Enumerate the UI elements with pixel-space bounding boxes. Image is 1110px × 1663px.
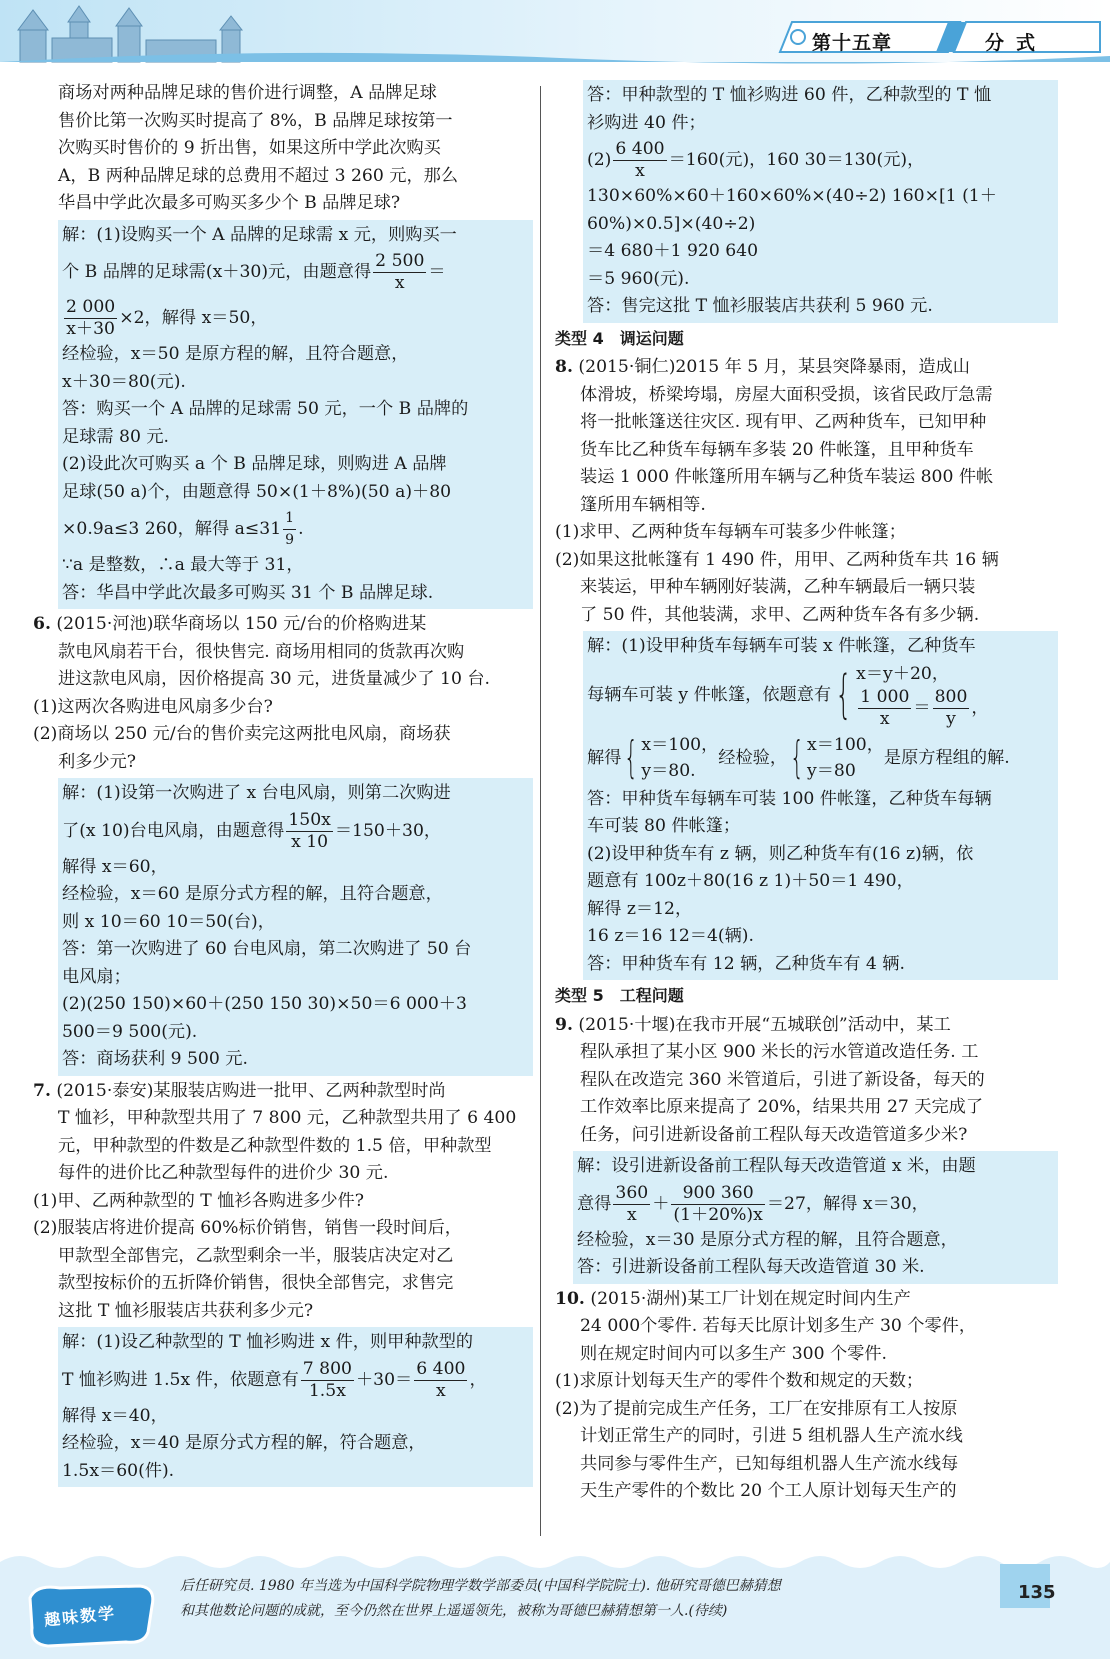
numerator: 7 800 <box>302 1358 352 1379</box>
denominator: y <box>946 708 956 729</box>
text-run: . <box>298 519 304 539</box>
header-banner <box>0 0 1110 72</box>
text-line: 解：(1)设第一次购进了 x 台电风扇，则第二次购进 <box>62 783 451 803</box>
q6-solution <box>58 778 533 1076</box>
brace: { <box>624 732 639 783</box>
text-line: (2)如果这批帐篷有 1 490 件，用甲、乙两种货车共 16 辆 <box>555 549 999 570</box>
text-line: (1)这两次各购进电风扇多少台? <box>33 696 273 717</box>
denominator: x <box>435 1380 446 1401</box>
text-line: (2)服装店将进价提高 60%标价销售，销售一段时间后， <box>33 1218 462 1238</box>
text-line: 130×60%×60＋160×60%×(40÷2) 160×[1 (1＋ <box>587 186 997 206</box>
question-number: 6. <box>33 614 51 634</box>
q5-solution <box>58 220 533 610</box>
q8-sub-cont <box>555 574 1058 629</box>
text-line: 16 z＝16 12＝4(辆). <box>587 926 754 946</box>
brace: { <box>790 732 805 783</box>
text-line: 经检验，x＝50 是原方程的解，且符合题意， <box>62 344 409 364</box>
text-line: 售价比第一次购买时提高了 8%，B 品牌足球按第一 <box>58 110 453 131</box>
system-lines <box>856 661 988 730</box>
text-line: 将一批帐篷送往灾区. 现有甲、乙两种货车，已知甲种 <box>580 412 987 432</box>
text-line: 天生产零件的个数比 20 个工人原计划每天生产的 <box>580 1481 957 1501</box>
text-line: 则在规定时间内可以多生产 300 个零件. <box>580 1343 888 1364</box>
denominator: 9 <box>285 532 295 548</box>
text-line: 甲款型全部售完，乙款型剩余一半，服装店决定对乙 <box>58 1245 454 1266</box>
equation-line <box>62 506 529 552</box>
q9-text <box>555 1039 1058 1149</box>
text-line: 衫购进 40 件； <box>587 112 706 133</box>
question-number: 7. <box>33 1080 51 1101</box>
system-lines <box>807 732 884 784</box>
text-line: 解：(1)设乙种款型的 T 恤衫购进 x 件，则甲种款型的 <box>62 1332 474 1352</box>
text-line: 工作效率比原来提高了 20%，结果共用 27 天完成了 <box>580 1097 984 1117</box>
text-line: (1)求原计划每天生产的零件个数和规定的天数； <box>555 1371 924 1391</box>
chapter-label: 第十五章 <box>812 32 893 54</box>
q10-line <box>555 1286 1058 1314</box>
system-line: x＝y＋20， <box>856 663 950 684</box>
text-line: 答：华昌中学此次最多可购买 31 个 B 品牌足球. <box>62 582 434 603</box>
equation-line <box>587 730 1054 786</box>
text-run: (2015·十堰)在我市开展“五城联创”活动中，某工 <box>578 1014 951 1035</box>
logo-text: 趣味数学 <box>43 1603 117 1630</box>
denominator: x 10 <box>291 831 329 852</box>
footnote-line: 和其他数论问题的成就，至今仍然在世界上遥遥领先，被称为哥德巴赫猜想第一人.(待续) <box>180 1603 728 1619</box>
numerator: 900 360 <box>671 1183 764 1205</box>
text-line: 答：甲种货车有 12 辆，乙种货车有 4 辆. <box>587 953 905 974</box>
q8-text <box>555 382 1058 520</box>
text-run: T 恤衫购进 1.5x 件，依题意有 <box>62 1369 299 1390</box>
q7-solution <box>58 1327 533 1487</box>
text-line: (1)求甲、乙两种货车每辆车可装多少件帐篷； <box>555 522 906 542</box>
fraction <box>64 297 117 340</box>
text-run: 每辆车可装 y 件帐篷，依题意有 <box>587 684 832 705</box>
system-line: x＝100， <box>641 735 719 755</box>
text-line: 计划正常生产的同时，引进 5 组机器人生产流水线 <box>580 1426 963 1446</box>
numerator: 360 <box>615 1182 649 1203</box>
text-run: 是原方程组的解. <box>883 747 1010 768</box>
q7-line <box>33 1078 533 1106</box>
text-line: (2)设此次可购买 a 个 B 品牌足球，则购进 A 品牌 <box>62 454 447 474</box>
text-run: ， <box>469 1369 487 1390</box>
footnote <box>180 1574 980 1624</box>
text-line: 足球(50 a)个，由题意得 50×(1＋8%)(50 a)＋80 <box>62 481 452 502</box>
text-line: 车可装 80 件帐篷； <box>587 816 741 836</box>
text-line: ＝4 680＋1 920 640 <box>587 241 759 261</box>
denominator: x＋30 <box>66 319 115 339</box>
q9-line <box>555 1012 1058 1040</box>
numerator: 2 000 <box>66 297 116 317</box>
text-line: 每件的进价比乙种款型每件的进价少 30 元. <box>58 1163 389 1183</box>
denominator: x <box>394 273 405 293</box>
text-run: ， <box>971 697 989 718</box>
q10-text <box>555 1313 1058 1368</box>
denominator: (1＋20%)x <box>673 1204 763 1225</box>
numerator: 2 500 <box>375 251 425 271</box>
text-line: (2)为了提前完成生产任务，工厂在安排原有工人按原 <box>555 1398 958 1419</box>
q10-sub-cont <box>555 1423 1058 1506</box>
type5-heading: 类型 5 工程问题 <box>555 986 684 1005</box>
system-line: x＝100， <box>807 735 884 755</box>
fraction <box>613 139 666 182</box>
text-run: (2015·泰安)某服装店购进一批甲、乙两种款型时尚 <box>56 1080 446 1101</box>
q9-solution <box>573 1151 1058 1284</box>
text-line: 元，甲种款型的件数是乙种款型件数的 1.5 倍，甲种款型 <box>58 1135 492 1156</box>
fraction <box>933 687 970 730</box>
equation-line <box>587 661 1054 730</box>
text-run: (2015·铜仁)2015 年 5 月，某县突降暴雨，造成山 <box>578 357 970 377</box>
q7-text <box>33 1105 533 1188</box>
type4-heading: 类型 4 调运问题 <box>555 328 684 348</box>
brace: { <box>835 665 852 725</box>
text-line: 程队在改造完 360 米管道后，引进了新设备，每天的 <box>580 1069 985 1090</box>
text-line: (2)(250 150)×60＋(250 150 30)×50＝6 000＋3 <box>62 994 467 1014</box>
right-column <box>555 80 1058 1506</box>
column-divider <box>540 86 541 1536</box>
question-number: 9. <box>555 1014 573 1035</box>
text-line: 利多少元? <box>58 751 136 772</box>
text-line: 500＝9 500(元). <box>62 1021 198 1042</box>
text-run: ＝150＋30， <box>334 820 442 841</box>
q7-solution-cont <box>583 80 1058 323</box>
text-line: 货车比乙种货车每辆车多装 20 件帐篷，且甲种货车 <box>580 439 974 460</box>
fraction <box>414 1359 467 1402</box>
text-line: 24 000个零件. 若每天比原计划多生产 30 个零件， <box>580 1316 977 1336</box>
text-run: 经检验， <box>718 747 788 768</box>
denominator: x <box>626 1204 637 1225</box>
text-run: 解得 <box>587 747 622 768</box>
equation-system <box>621 732 718 784</box>
text-line: 次购买时售价的 9 折出售，如果这所中学此次购买 <box>58 138 441 158</box>
equation-line <box>587 137 1054 183</box>
text-line: ∵a 是整数，∴a 最大等于 31， <box>62 555 304 575</box>
equation-line <box>62 808 529 854</box>
text-line: 答：第一次购进了 60 台电风扇，第二次购进了 50 台 <box>62 939 472 959</box>
text-line: 任务，问引进新设备前工程队每天改造管道多少米? <box>580 1124 968 1145</box>
topic-label: 分式 <box>985 32 1048 54</box>
q6-line <box>33 611 533 639</box>
fraction <box>283 508 296 551</box>
fraction <box>613 1183 650 1226</box>
fraction <box>301 1359 354 1402</box>
q8-line <box>555 354 1058 382</box>
text-line: 答：购买一个 A 品牌的足球需 50 元，一个 B 品牌的 <box>62 399 469 419</box>
system-line: y＝80 <box>807 761 856 781</box>
system-line: y＝80. <box>641 761 696 781</box>
left-column <box>33 80 533 1489</box>
equation-line <box>577 1181 1054 1227</box>
text-run: 意得 <box>577 1193 612 1214</box>
text-run: 个 B 品牌的足球需(x＋30)元，由题意得 <box>62 262 372 282</box>
text-line: 答：甲种货车每辆车可装 100 件帐篷，乙种货车每辆 <box>587 788 992 809</box>
text-line: 进这款电风扇，因价格提高 30 元，进货量减少了 10 台. <box>58 669 490 689</box>
text-line: 足球需 80 元. <box>62 426 170 447</box>
text-run: ×2，解得 x＝50， <box>119 308 268 328</box>
text-line: 60%)×0.5]×(40÷2) <box>587 213 756 234</box>
text-line: 了 50 件，其他装满，求甲、乙两种货车各有多少辆. <box>580 604 980 625</box>
text-run: (2) <box>587 150 612 170</box>
footnote-line: 后任研究员. 1980 年当选为中国科学院物理学数学部委员(中国科学院院士). 他研究哥德巴赫猜想 <box>180 1578 781 1594</box>
page-header <box>0 0 1110 72</box>
equation-line <box>62 295 529 341</box>
text-run: ＋30＝ <box>355 1369 413 1390</box>
text-run: (2015·湖州)某工厂计划在规定时间内生产 <box>590 1288 911 1309</box>
question-number: 8. <box>555 357 573 377</box>
system-lines <box>641 732 718 784</box>
text-line: 解：(1)设购买一个 A 品牌的足球需 x 元，则购买一 <box>62 224 457 245</box>
text-line: 经检验，x＝40 是原分式方程的解，符合题意， <box>62 1433 426 1453</box>
q5-tail <box>33 80 533 218</box>
text-line: 这批 T 恤衫服装店共获利多少元? <box>58 1300 314 1321</box>
text-line: 解得 x＝60， <box>62 856 168 877</box>
text-line: 答：商场获利 9 500 元. <box>62 1049 248 1069</box>
text-line: ＝5 960(元). <box>587 268 690 289</box>
numerator: 1 000 <box>860 686 910 707</box>
fraction <box>286 810 333 853</box>
text-line: 电风扇； <box>62 966 131 987</box>
text-line: 共同参与零件生产，已知每组机器人生产流水线每 <box>580 1453 959 1474</box>
text-line: 篷所用车辆相等. <box>580 494 706 515</box>
equation-line <box>62 249 529 295</box>
text-line: (2)商场以 250 元/台的售价卖完这两批电风扇，商场获 <box>33 724 451 744</box>
text-line: A，B 两种品牌足球的总费用不超过 3 260 元，那么 <box>58 165 459 186</box>
numerator: 6 400 <box>615 139 665 159</box>
fraction <box>671 1183 764 1226</box>
text-line: 来装运，甲种车辆刚好装满，乙种车辆最后一辆只装 <box>580 577 976 597</box>
text-line: 装运 1 000 件帐篷所用车辆与乙种货车装运 800 件帐 <box>580 467 994 487</box>
text-run: 了(x 10)台电风扇，由题意得 <box>62 820 285 841</box>
text-line: 款电风扇若干台，很快售完. 商场用相同的货款再次购 <box>58 641 465 662</box>
text-line: 则 x 10＝60 10＝50(台)， <box>62 911 275 932</box>
text-line: 商场对两种品牌足球的售价进行调整，A 品牌足球 <box>58 83 437 103</box>
numerator: 1 <box>283 508 296 530</box>
text-line: 体滑坡，桥梁垮塌，房屋大面积受损，该省民政厅急需 <box>580 384 993 405</box>
text-line: 款型按标价的五折降价销售，很快全部售完，求售完 <box>58 1273 454 1293</box>
page-number: 135 <box>1018 1582 1056 1603</box>
text-line: 解得 z＝12， <box>587 898 693 919</box>
equation-line <box>62 1357 529 1403</box>
system-line <box>856 687 988 730</box>
text-run: (2015·河池)联华商场以 150 元/台的价格购进某 <box>56 614 427 634</box>
text-line: 程队承担了某小区 900 米长的污水管道改造任务. 工 <box>580 1042 979 1062</box>
text-run: ＝ <box>428 262 446 282</box>
text-line: x＋30＝80(元). <box>62 371 186 392</box>
text-line: 解：(1)设甲种货车每辆车可装 x 件帐篷，乙种货车 <box>587 636 976 656</box>
q7-sub-cont <box>33 1243 533 1326</box>
text-line: 经检验，x＝30 是原分式方程的解，且符合题意， <box>577 1229 958 1250</box>
text-line: 解得 x＝40， <box>62 1405 168 1426</box>
text-line: 题意有 100z＋80(16 z 1)＋50＝1 490， <box>587 871 914 891</box>
fraction <box>373 251 426 294</box>
text-line: 答：引进新设备前工程队每天改造管道 30 米. <box>577 1257 925 1277</box>
q8-solution <box>583 631 1058 980</box>
text-line: 华昌中学此次最多可购买多少个 B 品牌足球? <box>58 193 401 213</box>
text-run: ＋ <box>652 1193 670 1214</box>
numerator: 800 <box>934 686 968 707</box>
denominator: x <box>635 161 645 181</box>
text-line: 经检验，x＝60 是原分式方程的解，且符合题意， <box>62 884 443 904</box>
equation-system <box>787 732 884 784</box>
text-line: 解：设引进新设备前工程队每天改造管道 x 米，由题 <box>577 1156 976 1176</box>
text-run: ＝160(元)，160 30＝130(元)， <box>668 150 925 170</box>
numerator: 150x <box>288 809 331 830</box>
denominator: 1.5x <box>308 1380 346 1401</box>
text-line: 答：售完这批 T 恤衫服装店共获利 5 960 元. <box>587 296 933 316</box>
text-line: 答：甲种款型的 T 恤衫购进 60 件，乙种款型的 T 恤 <box>587 85 992 105</box>
question-number: 10. <box>555 1288 585 1309</box>
text-run: ×0.9a≤3 260，解得 a≤31 <box>62 519 282 539</box>
text-line: (2)设甲种货车有 z 辆，则乙种货车有(16 z)辆，依 <box>587 843 974 864</box>
equation-system <box>831 661 989 730</box>
numerator: 6 400 <box>416 1358 466 1379</box>
text-line: (1)甲、乙两种款型的 T 恤衫各购进多少件? <box>33 1190 364 1211</box>
denominator: x <box>879 708 890 729</box>
q6-text <box>33 639 533 694</box>
text-run: ＝27，解得 x＝30， <box>766 1193 929 1214</box>
text-line: T 恤衫，甲种款型共用了 7 800 元，乙种款型共用了 6 400 <box>58 1108 517 1128</box>
text-line: 1.5x＝60(件). <box>62 1460 175 1481</box>
fraction <box>858 687 911 730</box>
text-run: ＝ <box>913 697 931 718</box>
